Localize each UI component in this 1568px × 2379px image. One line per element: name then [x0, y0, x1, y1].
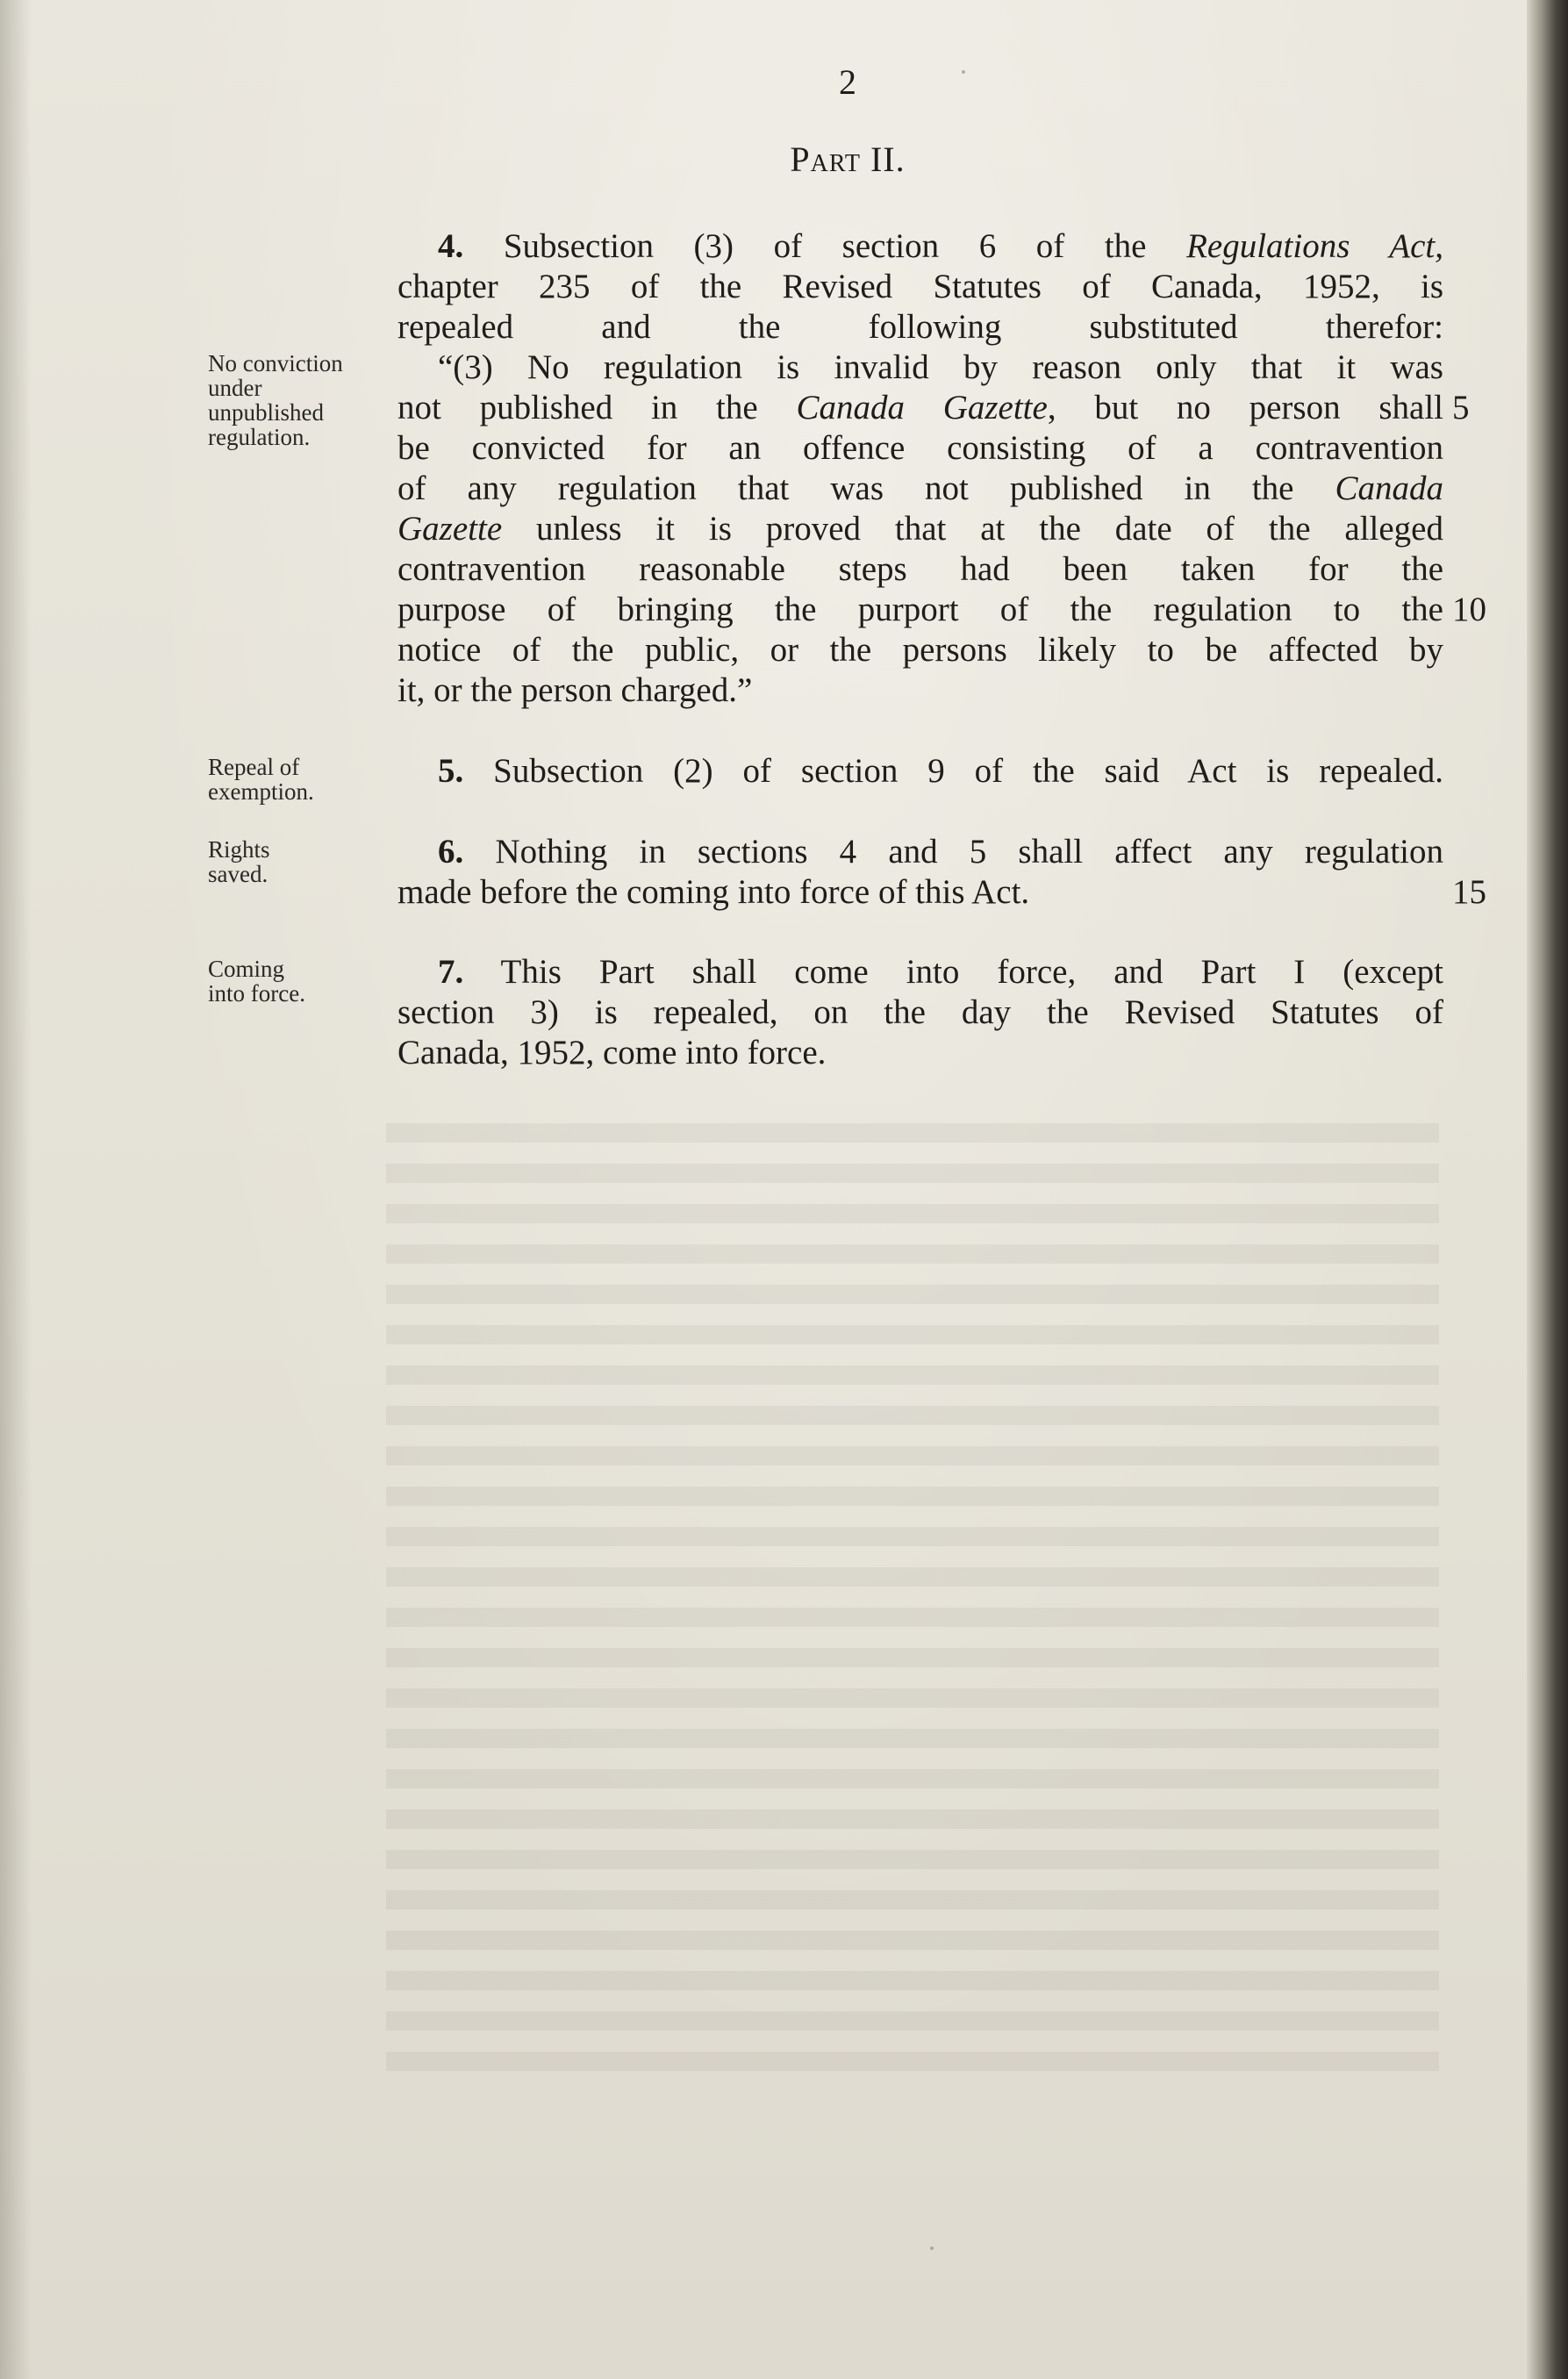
show-through-text	[386, 1123, 1439, 2089]
section-4-line-4: “(3) No regulation is invalid by reason only that it was	[438, 348, 1443, 386]
section-4-line-6: be convicted for an offence consisting of a contravention	[397, 429, 1443, 467]
marginal-note-no-conviction: No conviction under unpublished regulation.	[208, 350, 343, 450]
section-4	[397, 226, 1443, 711]
section-7-line-3: Canada, 1952, come into force.	[397, 1034, 827, 1071]
section-5-line-1: 5. Subsection (2) of section 9 of the said Act is repealed.	[438, 752, 1444, 790]
section-4-line-1: 4. Subsection (3) of section 6 of the Regulations Act,	[438, 227, 1443, 265]
section-4-line-3: repealed and the following substituted therefor:	[397, 308, 1443, 346]
section-4-line-2: chapter 235 of the Revised Statutes of Canada, 1952, is	[397, 268, 1443, 305]
section-4-line-8: Gazette unless it is proved that at the date of the alleged	[397, 510, 1443, 548]
section-4-line-11: notice of the public, or the persons likely to be affected by	[397, 631, 1443, 669]
part-heading-text: Part II.	[790, 140, 906, 179]
section-4-line-5: not published in the Canada Gazette, but no person shall	[397, 389, 1443, 426]
marginal-note-repeal: Repeal of exemption.	[208, 754, 314, 805]
section-6-line-1: 6. Nothing in sections 4 and 5 shall affect any regulation	[438, 833, 1444, 871]
marginal-note-coming: Coming into force.	[208, 956, 305, 1007]
section-number: 7.	[438, 953, 464, 991]
section-4-line-12: it, or the person charged.”	[397, 671, 753, 709]
section-4-line-9: contravention reasonable steps had been taken for the	[397, 550, 1443, 588]
line-number-15: 15	[1452, 873, 1486, 911]
line-number-10: 10	[1452, 591, 1486, 628]
paper-speck	[930, 2246, 934, 2250]
section-number: 5.	[438, 752, 464, 790]
paper-speck	[962, 70, 965, 74]
section-6	[397, 832, 1443, 913]
section-7-line-2: section 3) is repealed, on the day the Revised Statutes of	[397, 993, 1443, 1031]
book-spine-edge	[1527, 0, 1568, 2379]
page-gutter-shadow	[0, 0, 32, 2379]
section-number: 6.	[438, 833, 464, 871]
marginal-note-rights: Rights saved.	[208, 836, 270, 887]
part-heading	[0, 139, 1568, 180]
section-5	[397, 751, 1443, 792]
line-number-5: 5	[1452, 389, 1470, 426]
section-4-line-7: of any regulation that was not published in the Canada	[397, 469, 1443, 507]
section-7	[397, 952, 1443, 1073]
section-4-line-10: purpose of bringing the purport of the regulation to the	[397, 591, 1443, 628]
section-6-line-2: made before the coming into force of this Act.	[397, 873, 1030, 911]
section-7-line-1: 7. This Part shall come into force, and Part I (except	[438, 953, 1443, 991]
page-number: 2	[839, 62, 856, 102]
section-number: 4.	[438, 227, 464, 265]
